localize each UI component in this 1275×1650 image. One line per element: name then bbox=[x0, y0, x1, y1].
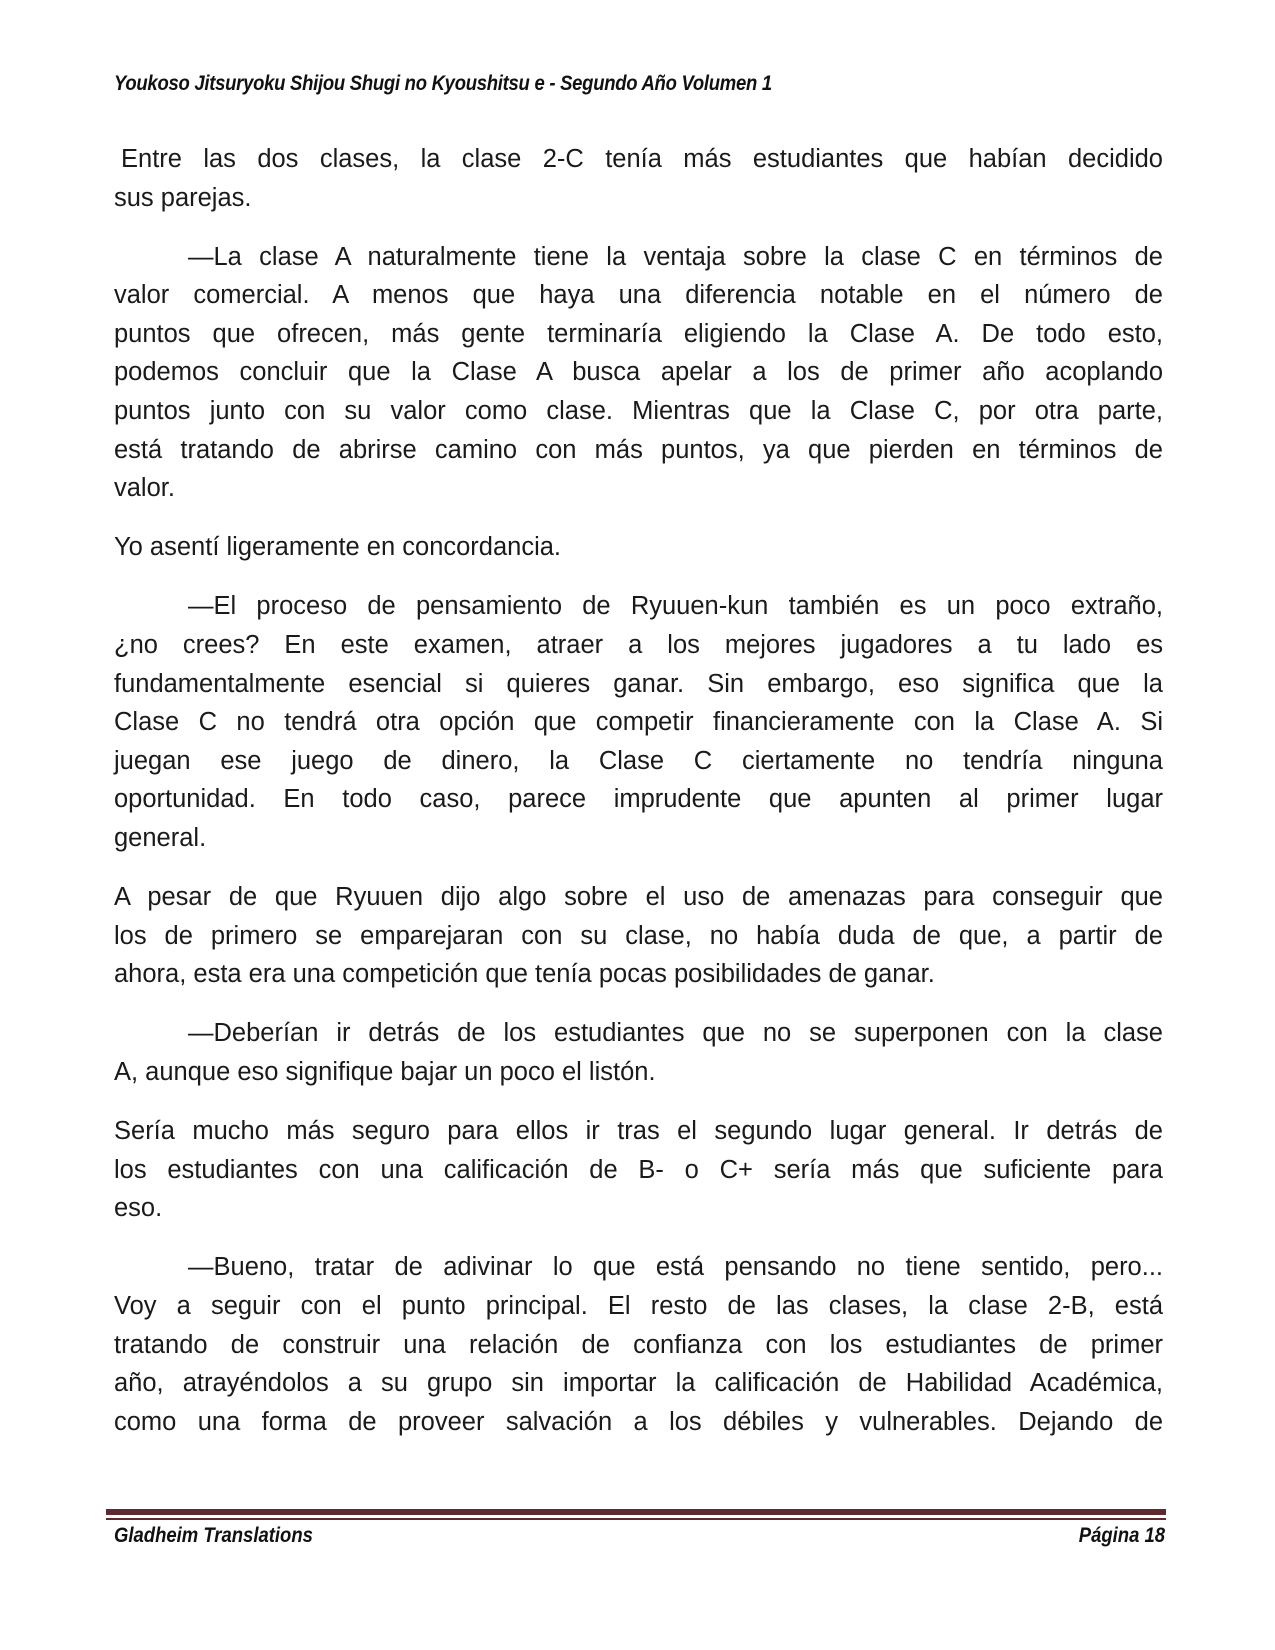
text-line: como una forma de proveer salvación a los débiles y vulnerables. Dejando de bbox=[114, 1407, 1163, 1436]
text-line: ¿no crees? En este examen, atraer a los mejores jugadores a tu lado es bbox=[114, 631, 1163, 660]
text-line: Clase C no tendrá otra opción que competir financieramente con la Clase A. Si bbox=[114, 708, 1163, 737]
page-number: Página 18 bbox=[1078, 1524, 1165, 1547]
text-line: los estudiantes con una calificación de B- o C+ sería más que suficiente para bbox=[114, 1155, 1163, 1184]
paragraph bbox=[114, 1112, 1163, 1228]
text-line: Sería mucho más seguro para ellos ir tras el segundo lugar general. Ir detrás de bbox=[114, 1117, 1163, 1146]
paragraph bbox=[114, 1248, 1163, 1441]
document-body bbox=[114, 140, 1163, 1462]
footer-rule-thin bbox=[106, 1518, 1166, 1520]
paragraph bbox=[114, 878, 1163, 994]
paragraph bbox=[114, 140, 1163, 217]
text-line: Entre las dos clases, la clase 2-C tenía más estudiantes que habían decidido bbox=[121, 145, 1163, 173]
paragraph bbox=[114, 587, 1163, 857]
text-line: Yo asentí ligeramente en concordancia. bbox=[114, 533, 562, 562]
text-line: valor. bbox=[114, 474, 175, 503]
text-line: puntos que ofrecen, más gente terminaría eligiendo la Clase A. De todo esto, bbox=[114, 319, 1163, 348]
running-header: Youkoso Jitsuryoku Shijou Shugi no Kyoushitsu e - Segundo Año Volumen 1 bbox=[114, 72, 772, 95]
text-line: A, aunque eso signifique bajar un poco el listón. bbox=[114, 1057, 656, 1086]
paragraph bbox=[114, 528, 1163, 567]
paragraph bbox=[114, 238, 1163, 508]
text-line: año, atrayéndolos a su grupo sin importar la calificación de Habilidad Académica, bbox=[114, 1369, 1163, 1398]
text-line: —El proceso de pensamiento de Ryuuen-kun también es un poco extraño, bbox=[188, 592, 1163, 621]
text-line: puntos junto con su valor como clase. Mientras que la Clase C, por otra parte, bbox=[114, 397, 1163, 426]
text-line: Voy a seguir con el punto principal. El resto de las clases, la clase 2-B, está bbox=[114, 1291, 1163, 1320]
text-line: —Deberían ir detrás de los estudiantes que no se superponen con la clase bbox=[188, 1019, 1163, 1048]
text-line: los de primero se emparejaran con su clase, no había duda de que, a partir de bbox=[114, 921, 1163, 950]
footer-rule bbox=[106, 1509, 1166, 1515]
footer-publisher: Gladheim Translations bbox=[114, 1524, 313, 1547]
text-line: juegan ese juego de dinero, la Clase C ciertamente no tendría ninguna bbox=[114, 746, 1163, 775]
text-line: tratando de construir una relación de confianza con los estudiantes de primer bbox=[114, 1330, 1163, 1359]
text-line: —Bueno, tratar de adivinar lo que está pensando no tiene sentido, pero... bbox=[188, 1253, 1163, 1282]
text-line: eso. bbox=[114, 1194, 163, 1223]
text-line: general. bbox=[114, 824, 207, 852]
text-line: está tratando de abrirse camino con más puntos, ya que pierden en términos de bbox=[114, 435, 1163, 464]
paragraph bbox=[114, 1014, 1163, 1091]
text-line: ahora, esta era una competición que tenía pocas posibilidades de ganar. bbox=[114, 960, 935, 989]
text-line: sus parejas. bbox=[114, 183, 252, 212]
text-line: podemos concluir que la Clase A busca apelar a los de primer año acoplando bbox=[114, 358, 1163, 387]
text-line: —La clase A naturalmente tiene la ventaja sobre la clase C en términos de bbox=[188, 242, 1163, 271]
text-line: oportunidad. En todo caso, parece imprudente que apunten al primer lugar bbox=[114, 785, 1163, 814]
text-line: valor comercial. A menos que haya una diferencia notable en el número de bbox=[114, 281, 1163, 310]
text-line: fundamentalmente esencial si quieres ganar. Sin embargo, eso significa que la bbox=[114, 669, 1163, 698]
text-line: A pesar de que Ryuuen dijo algo sobre el uso de amenazas para conseguir que bbox=[114, 883, 1163, 912]
